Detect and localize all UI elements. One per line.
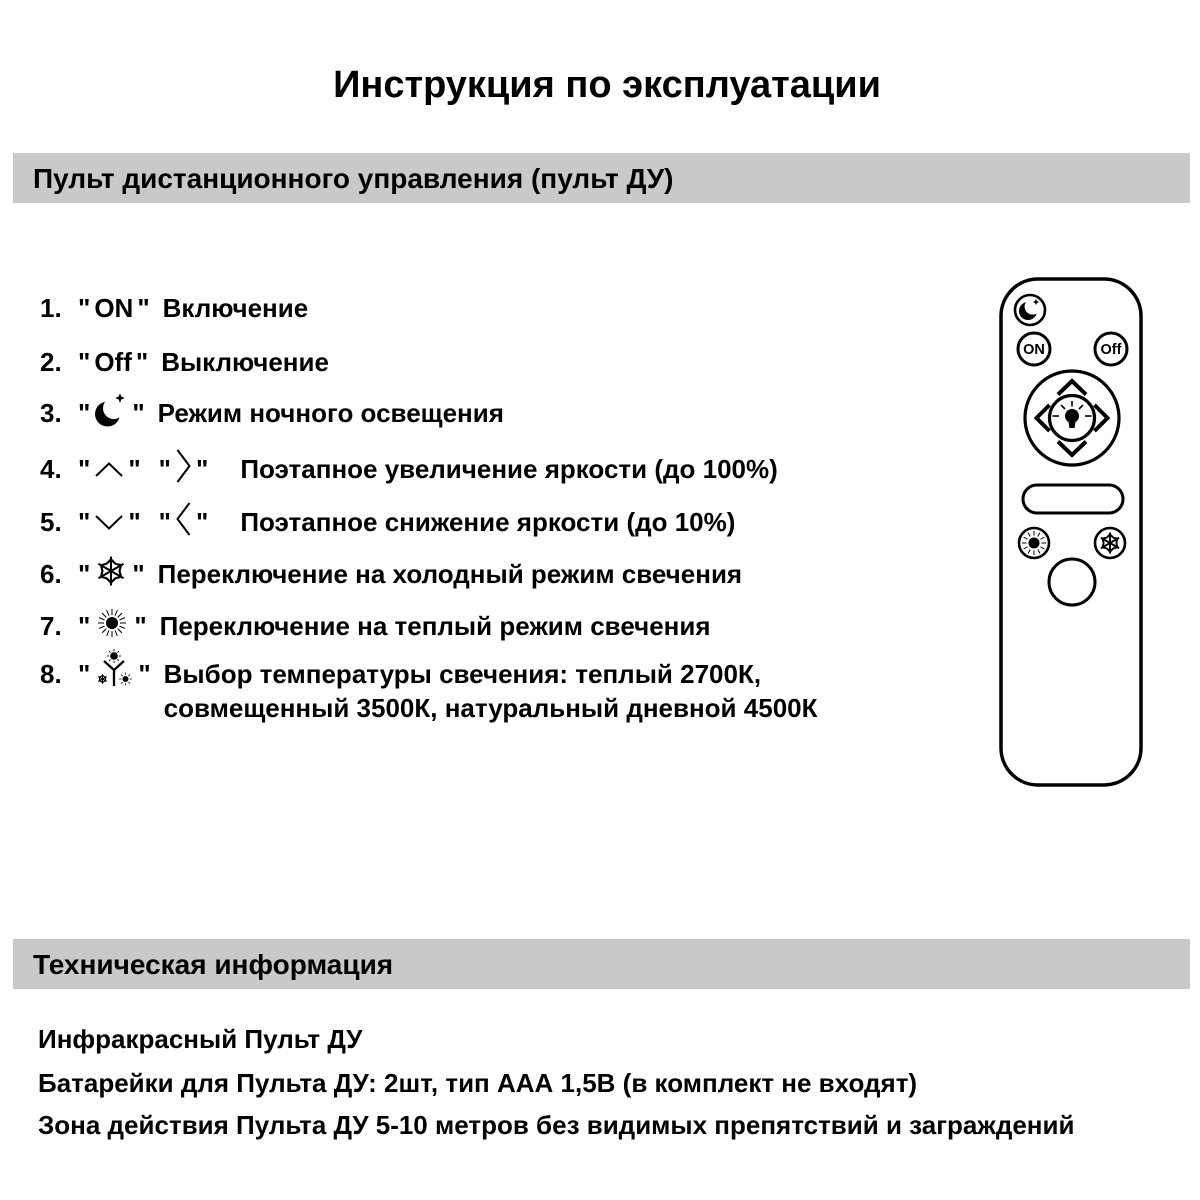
item-number: 8. — [40, 659, 62, 689]
item-text-line1: Выбор температуры свечения: теплый 2700К, — [163, 659, 762, 689]
tech-line-range: Зона действия Пульта ДУ 5-10 метров без видимых препятствий и заграждений — [38, 1110, 1075, 1140]
item-number: 7. — [40, 610, 62, 641]
item-text-line2: совмещенный 3500К, натуральный дневной 4500К — [163, 693, 818, 723]
chevron-up-icon — [94, 454, 124, 485]
color-temperature-select-icon — [94, 649, 134, 700]
item-text: Включение — [162, 292, 309, 323]
item-text: Режим ночного освещения — [157, 397, 504, 428]
item-text: Переключение на теплый режим свечения — [159, 610, 711, 641]
off-label: Off — [94, 346, 132, 377]
item-text: Поэтапное снижение яркости (до 10%) — [240, 506, 736, 537]
list-item-off — [40, 340, 329, 384]
list-item-night-mode: 3. " " Режим ночного освещения — [40, 389, 504, 437]
list-item-brightness-up: 4. " " " " Поэтапное увеличение яркости (до 100%) — [40, 447, 778, 491]
on-label-group: " ON " — [78, 292, 150, 323]
list-item-temperature-select: 8. " " Выбор температуры свечения: теплый 2700К, совмещенный 3500К, натуральный дневной 4500К — [40, 657, 817, 729]
section-header-remote: Пульт дистанционного управления (пульт ДУ) — [13, 153, 1190, 203]
svg-text:Off: Off — [1100, 342, 1122, 358]
chevron-down-icon — [94, 507, 124, 538]
section-header-tech: Техническая информация — [13, 939, 1190, 989]
chevron-right-icon — [175, 448, 192, 491]
sun-icon — [94, 605, 130, 648]
item-number: 2. — [40, 346, 62, 377]
item-number: 6. — [40, 558, 62, 589]
svg-text:ON: ON — [1023, 342, 1045, 358]
item-text: Переключение на холодный режим свечения — [157, 558, 743, 589]
list-item-on — [40, 286, 308, 330]
item-number: 5. — [40, 506, 62, 537]
off-label-group: " Off " — [78, 346, 149, 377]
item-number: 4. — [40, 453, 62, 484]
on-label: ON — [94, 292, 134, 323]
list-item-brightness-down: 5. " " " " Поэтапное снижение яркости (до 10%) — [40, 500, 735, 544]
tech-line-remote-type: Инфракрасный Пульт ДУ — [38, 1024, 363, 1054]
remote-warm-mode-button — [1019, 528, 1049, 558]
page-title: Инструкция по эксплуатации — [333, 64, 881, 106]
tech-line-batteries: Батарейки для Пульта ДУ: 2шт, тип ААА 1,5В (в комплект не входят) — [38, 1068, 918, 1098]
chevron-left-icon — [175, 501, 192, 544]
crescent-moon-star-icon — [94, 391, 128, 436]
list-item-warm-mode: 7. " " Переключение на теплый режим свечения — [40, 602, 711, 650]
snowflake-icon — [94, 554, 128, 595]
list-item-cold-mode: 6. " " Переключение на холодный режим свечения — [40, 550, 742, 598]
remote-illustration — [998, 276, 1144, 790]
item-text: Выключение — [161, 346, 329, 377]
item-number: 1. — [40, 292, 62, 323]
item-text: Поэтапное увеличение яркости (до 100%) — [240, 453, 778, 484]
item-number: 3. — [40, 397, 62, 428]
